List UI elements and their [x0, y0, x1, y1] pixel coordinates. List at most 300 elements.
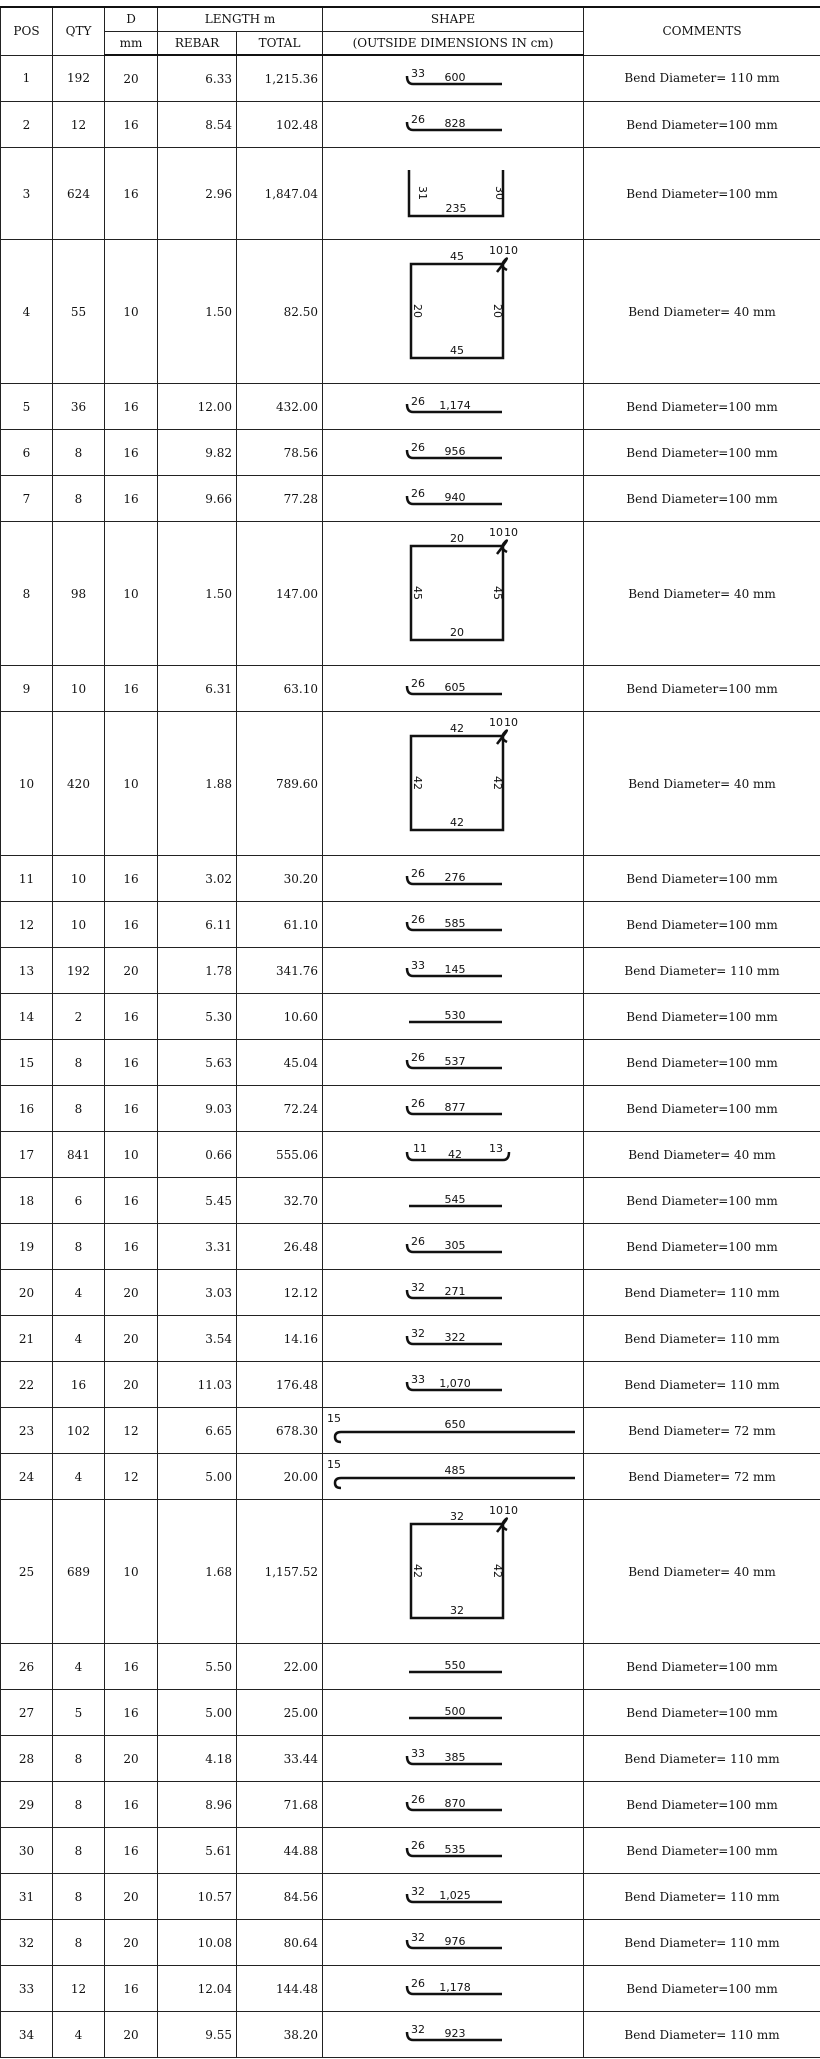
- qty-cell: 98: [53, 522, 105, 666]
- bottom-length-label: 45: [450, 344, 465, 357]
- shape-cell: [323, 102, 584, 148]
- comment-cell: Bend Diameter= 40 mm: [584, 1132, 820, 1178]
- qty-cell: 4: [53, 1316, 105, 1362]
- comment-cell: Bend Diameter= 110 mm: [584, 948, 820, 994]
- diameter-cell: 16: [105, 102, 158, 148]
- total-length-cell: 20.00: [237, 1454, 323, 1500]
- bar-length-label: 605: [444, 681, 466, 694]
- header-diameter-unit: mm: [105, 31, 158, 55]
- shape-cell: [323, 1178, 584, 1224]
- pos-cell: 2: [1, 102, 53, 148]
- hook-length-label: 33: [411, 1373, 426, 1386]
- hook-length-label: 32: [411, 2023, 426, 2036]
- pos-cell: 10: [1, 712, 53, 856]
- hook-length-label: 26: [411, 677, 426, 690]
- comment-cell: Bend Diameter=100 mm: [584, 1178, 820, 1224]
- pos-cell: 3: [1, 148, 53, 240]
- rebar-length-cell: 5.61: [158, 1828, 237, 1874]
- hook-length-label: 26: [411, 1793, 426, 1806]
- bar-length-label: 271: [444, 1285, 466, 1298]
- qty-cell: 689: [53, 1500, 105, 1644]
- bar-shape-drawing: [327, 148, 587, 239]
- bar-shape-drawing: [327, 1874, 587, 1919]
- table-row: [1, 1316, 820, 1362]
- bar-length-label: 276: [444, 871, 466, 884]
- comment-cell: Bend Diameter=100 mm: [584, 1040, 820, 1086]
- hook-length-label-1: 10: [489, 244, 504, 257]
- bar-shape-drawing: [327, 994, 587, 1039]
- diameter-cell: 20: [105, 55, 158, 102]
- header-length: LENGTH m: [158, 7, 323, 31]
- table-row: [1, 1782, 820, 1828]
- header-total: TOTAL: [237, 31, 323, 55]
- table-row: [1, 1920, 820, 1966]
- left-length-label: 20: [411, 304, 425, 318]
- right-length-label: 42: [491, 1564, 505, 1578]
- hook-length-label: 26: [411, 913, 426, 926]
- rebar-length-cell: 6.11: [158, 902, 237, 948]
- table-row: [1, 384, 820, 430]
- qty-cell: 4: [53, 1270, 105, 1316]
- shape-cell: [323, 1132, 584, 1178]
- hook-length-label-2: 10: [504, 716, 519, 729]
- comment-cell: Bend Diameter=100 mm: [584, 1224, 820, 1270]
- hook-right-label: 13: [489, 1142, 504, 1155]
- hook-length-label-2: 10: [504, 244, 519, 257]
- bar-shape-drawing: [327, 1270, 587, 1315]
- bar-shape-drawing: [327, 666, 587, 711]
- diameter-cell: 20: [105, 948, 158, 994]
- total-length-cell: 78.56: [237, 430, 323, 476]
- pos-cell: 8: [1, 522, 53, 666]
- rebar-length-cell: 2.96: [158, 148, 237, 240]
- hook-length-label: 15: [327, 1412, 342, 1425]
- shape-cell: [323, 1362, 584, 1408]
- diameter-cell: 16: [105, 384, 158, 430]
- total-length-cell: 10.60: [237, 994, 323, 1040]
- rebar-length-cell: 4.18: [158, 1736, 237, 1782]
- qty-cell: 624: [53, 148, 105, 240]
- comment-cell: Bend Diameter= 72 mm: [584, 1408, 820, 1454]
- total-length-cell: 45.04: [237, 1040, 323, 1086]
- qty-cell: 10: [53, 902, 105, 948]
- diameter-cell: 12: [105, 1454, 158, 1500]
- qty-cell: 55: [53, 240, 105, 384]
- pos-cell: 17: [1, 1132, 53, 1178]
- shape-cell: [323, 1828, 584, 1874]
- rebar-length-cell: 1.50: [158, 522, 237, 666]
- total-length-cell: 147.00: [237, 522, 323, 666]
- bar-shape-drawing: [327, 102, 587, 147]
- total-length-cell: 22.00: [237, 1644, 323, 1690]
- total-length-cell: 32.70: [237, 1178, 323, 1224]
- pos-cell: 11: [1, 856, 53, 902]
- table-row: [1, 666, 820, 712]
- shape-cell: [323, 1454, 584, 1500]
- table-row: [1, 1178, 820, 1224]
- rebar-length-cell: 12.04: [158, 1966, 237, 2012]
- comment-cell: Bend Diameter=100 mm: [584, 856, 820, 902]
- table-row: [1, 2012, 820, 2058]
- bar-length-label: 870: [444, 1797, 466, 1810]
- rebar-length-cell: 6.65: [158, 1408, 237, 1454]
- diameter-cell: 20: [105, 1316, 158, 1362]
- bar-shape-drawing: [327, 1920, 587, 1965]
- table-row: [1, 148, 820, 240]
- diameter-cell: 20: [105, 1736, 158, 1782]
- total-length-cell: 38.20: [237, 2012, 323, 2058]
- rebar-length-cell: 3.02: [158, 856, 237, 902]
- hook-length-label: 33: [411, 959, 426, 972]
- diameter-cell: 16: [105, 1644, 158, 1690]
- comment-cell: Bend Diameter= 110 mm: [584, 1270, 820, 1316]
- top-length-label: 42: [450, 722, 465, 735]
- bar-length-label: 976: [444, 1935, 466, 1948]
- pos-cell: 29: [1, 1782, 53, 1828]
- bar-shape-drawing: [327, 1966, 587, 2011]
- pos-cell: 26: [1, 1644, 53, 1690]
- total-length-cell: 77.28: [237, 476, 323, 522]
- hook-length-label-2: 10: [504, 1504, 519, 1517]
- shape-cell: [323, 948, 584, 994]
- pos-cell: 19: [1, 1224, 53, 1270]
- bar-length-label: 550: [444, 1659, 466, 1672]
- pos-cell: 27: [1, 1690, 53, 1736]
- shape-cell: [323, 1086, 584, 1132]
- shape-cell: [323, 430, 584, 476]
- diameter-cell: 16: [105, 1224, 158, 1270]
- comment-cell: Bend Diameter= 72 mm: [584, 1454, 820, 1500]
- bar-shape-drawing: [327, 1316, 587, 1361]
- shape-cell: [323, 476, 584, 522]
- diameter-cell: 16: [105, 1040, 158, 1086]
- table-row: [1, 1874, 820, 1920]
- qty-cell: 8: [53, 476, 105, 522]
- diameter-cell: 16: [105, 476, 158, 522]
- comment-cell: Bend Diameter=100 mm: [584, 902, 820, 948]
- total-length-cell: 26.48: [237, 1224, 323, 1270]
- long-hooked-bar-shape: [335, 1432, 575, 1442]
- qty-cell: 12: [53, 1966, 105, 2012]
- rebar-length-cell: 9.66: [158, 476, 237, 522]
- qty-cell: 10: [53, 666, 105, 712]
- comment-cell: Bend Diameter= 110 mm: [584, 1920, 820, 1966]
- bar-shape-drawing: [327, 1828, 587, 1873]
- bar-length-label: 42: [448, 1148, 463, 1161]
- right-length-label: 20: [491, 304, 505, 318]
- table-row: [1, 1224, 820, 1270]
- qty-cell: 8: [53, 1040, 105, 1086]
- comment-cell: Bend Diameter= 40 mm: [584, 522, 820, 666]
- shape-cell: [323, 994, 584, 1040]
- pos-cell: 24: [1, 1454, 53, 1500]
- rebar-length-cell: 5.50: [158, 1644, 237, 1690]
- table-row: [1, 994, 820, 1040]
- comment-cell: Bend Diameter=100 mm: [584, 384, 820, 430]
- diameter-cell: 10: [105, 522, 158, 666]
- diameter-cell: 20: [105, 1874, 158, 1920]
- bar-length-label: 1,070: [439, 1377, 471, 1390]
- table-row: [1, 1086, 820, 1132]
- total-length-cell: 84.56: [237, 1874, 323, 1920]
- comment-cell: Bend Diameter= 110 mm: [584, 1362, 820, 1408]
- shape-cell: [323, 1040, 584, 1086]
- bar-length-label: 535: [444, 1843, 466, 1856]
- bar-length-label: 650: [444, 1418, 466, 1431]
- hook-length-label: 26: [411, 487, 426, 500]
- table-row: [1, 1500, 820, 1644]
- rebar-length-cell: 3.31: [158, 1224, 237, 1270]
- comment-cell: Bend Diameter=100 mm: [584, 1086, 820, 1132]
- pos-cell: 13: [1, 948, 53, 994]
- shape-cell: [323, 902, 584, 948]
- left-length-label: 42: [411, 776, 425, 790]
- bar-length-label: 828: [444, 117, 466, 130]
- qty-cell: 4: [53, 1454, 105, 1500]
- rebar-length-cell: 5.45: [158, 1178, 237, 1224]
- table-row: [1, 102, 820, 148]
- bar-length-label: 1,025: [439, 1889, 471, 1902]
- hook-length-label: 15: [327, 1458, 342, 1471]
- total-length-cell: 25.00: [237, 1690, 323, 1736]
- comment-cell: Bend Diameter= 40 mm: [584, 712, 820, 856]
- hook-length-label: 32: [411, 1931, 426, 1944]
- bar-shape-drawing: [327, 1132, 587, 1177]
- bar-shape-drawing: [327, 856, 587, 901]
- bottom-length-label: 235: [445, 202, 467, 215]
- total-length-cell: 33.44: [237, 1736, 323, 1782]
- shape-cell: [323, 1966, 584, 2012]
- bar-length-label: 322: [444, 1331, 466, 1344]
- total-length-cell: 44.88: [237, 1828, 323, 1874]
- table-row: [1, 430, 820, 476]
- shape-cell: [323, 1874, 584, 1920]
- qty-cell: 8: [53, 1874, 105, 1920]
- shape-cell: [323, 148, 584, 240]
- bar-length-label: 305: [444, 1239, 466, 1252]
- rebar-length-cell: 6.31: [158, 666, 237, 712]
- qty-cell: 16: [53, 1362, 105, 1408]
- comment-cell: Bend Diameter=100 mm: [584, 102, 820, 148]
- total-length-cell: 80.64: [237, 1920, 323, 1966]
- bar-length-label: 1,174: [439, 399, 471, 412]
- qty-cell: 192: [53, 948, 105, 994]
- table-row: [1, 55, 820, 102]
- bar-length-label: 877: [444, 1101, 466, 1114]
- pos-cell: 28: [1, 1736, 53, 1782]
- table-row: [1, 1454, 820, 1500]
- comment-cell: Bend Diameter=100 mm: [584, 1644, 820, 1690]
- comment-cell: Bend Diameter= 40 mm: [584, 1500, 820, 1644]
- comment-cell: Bend Diameter= 110 mm: [584, 1316, 820, 1362]
- total-length-cell: 678.30: [237, 1408, 323, 1454]
- right-length-label: 42: [491, 776, 505, 790]
- bar-shape-drawing: [327, 2012, 587, 2057]
- shape-cell: [323, 1408, 584, 1454]
- comment-cell: Bend Diameter=100 mm: [584, 1690, 820, 1736]
- total-length-cell: 82.50: [237, 240, 323, 384]
- pos-cell: 25: [1, 1500, 53, 1644]
- rebar-length-cell: 1.88: [158, 712, 237, 856]
- rebar-length-cell: 10.57: [158, 1874, 237, 1920]
- header-comments: COMMENTS: [584, 7, 820, 55]
- rebar-length-cell: 12.00: [158, 384, 237, 430]
- qty-cell: 192: [53, 55, 105, 102]
- bar-shape-drawing: [327, 1408, 587, 1453]
- diameter-cell: 10: [105, 712, 158, 856]
- rebar-length-cell: 9.82: [158, 430, 237, 476]
- table-row: [1, 1690, 820, 1736]
- total-length-cell: 12.12: [237, 1270, 323, 1316]
- diameter-cell: 16: [105, 1782, 158, 1828]
- pos-cell: 6: [1, 430, 53, 476]
- shape-cell: [323, 1500, 584, 1644]
- diameter-cell: 16: [105, 856, 158, 902]
- header-pos: POS: [1, 7, 53, 55]
- diameter-cell: 16: [105, 1690, 158, 1736]
- total-length-cell: 1,847.04: [237, 148, 323, 240]
- header-shape-sub: (OUTSIDE DIMENSIONS IN cm): [323, 31, 584, 55]
- pos-cell: 21: [1, 1316, 53, 1362]
- rebar-length-cell: 3.03: [158, 1270, 237, 1316]
- rebar-length-cell: 5.00: [158, 1690, 237, 1736]
- table-row: [1, 1408, 820, 1454]
- total-length-cell: 1,157.52: [237, 1500, 323, 1644]
- bar-length-label: 485: [444, 1464, 466, 1477]
- total-length-cell: 71.68: [237, 1782, 323, 1828]
- total-length-cell: 176.48: [237, 1362, 323, 1408]
- total-length-cell: 61.10: [237, 902, 323, 948]
- header-diameter: D: [105, 7, 158, 31]
- pos-cell: 23: [1, 1408, 53, 1454]
- hook-length-label-1: 10: [489, 526, 504, 539]
- rebar-length-cell: 11.03: [158, 1362, 237, 1408]
- bar-length-label: 923: [444, 2027, 466, 2040]
- qty-cell: 841: [53, 1132, 105, 1178]
- diameter-cell: 20: [105, 2012, 158, 2058]
- bar-shape-drawing: [327, 1690, 587, 1735]
- qty-cell: 10: [53, 856, 105, 902]
- diameter-cell: 10: [105, 1500, 158, 1644]
- hook-length-label: 26: [411, 1097, 426, 1110]
- table-row: [1, 1736, 820, 1782]
- bar-length-label: 537: [444, 1055, 466, 1068]
- table-row: [1, 522, 820, 666]
- pos-cell: 15: [1, 1040, 53, 1086]
- shape-cell: [323, 856, 584, 902]
- table-row: [1, 240, 820, 384]
- bar-shape-drawing: [327, 1086, 587, 1131]
- total-length-cell: 63.10: [237, 666, 323, 712]
- bar-length-label: 385: [444, 1751, 466, 1764]
- bar-shape-drawing: [327, 384, 587, 429]
- qty-cell: 8: [53, 430, 105, 476]
- hook-length-label: 26: [411, 441, 426, 454]
- pos-cell: 20: [1, 1270, 53, 1316]
- hook-length-label-1: 10: [489, 716, 504, 729]
- shape-cell: [323, 55, 584, 102]
- bar-shape-drawing: [327, 1362, 587, 1407]
- comment-cell: Bend Diameter= 110 mm: [584, 55, 820, 102]
- rebar-length-cell: 0.66: [158, 1132, 237, 1178]
- bar-shape-drawing: [327, 712, 587, 855]
- qty-cell: 8: [53, 1782, 105, 1828]
- bar-shape-drawing: [327, 430, 587, 475]
- bar-shape-drawing: [327, 1736, 587, 1781]
- hook-length-label: 26: [411, 1235, 426, 1248]
- hook-length-label: 32: [411, 1327, 426, 1340]
- table-row: [1, 1966, 820, 2012]
- shape-cell: [323, 384, 584, 430]
- rebar-length-cell: 5.00: [158, 1454, 237, 1500]
- rebar-length-cell: 5.30: [158, 994, 237, 1040]
- header-qty: QTY: [53, 7, 105, 55]
- pos-cell: 4: [1, 240, 53, 384]
- total-length-cell: 14.16: [237, 1316, 323, 1362]
- comment-cell: Bend Diameter=100 mm: [584, 994, 820, 1040]
- rebar-length-cell: 1.50: [158, 240, 237, 384]
- bar-shape-drawing: [327, 240, 587, 383]
- bar-length-label: 585: [444, 917, 466, 930]
- bar-length-label: 545: [444, 1193, 466, 1206]
- left-length-label: 42: [411, 1564, 425, 1578]
- rebar-length-cell: 6.33: [158, 55, 237, 102]
- qty-cell: 8: [53, 1828, 105, 1874]
- diameter-cell: 20: [105, 1362, 158, 1408]
- shape-cell: [323, 1920, 584, 1966]
- rebar-length-cell: 9.03: [158, 1086, 237, 1132]
- qty-cell: 4: [53, 2012, 105, 2058]
- bar-shape-drawing: [327, 902, 587, 947]
- qty-cell: 4: [53, 1644, 105, 1690]
- shape-cell: [323, 1782, 584, 1828]
- shape-cell: [323, 1644, 584, 1690]
- table-row: [1, 948, 820, 994]
- comment-cell: Bend Diameter=100 mm: [584, 666, 820, 712]
- total-length-cell: 1,215.36: [237, 55, 323, 102]
- bar-length-label: 600: [444, 71, 466, 84]
- diameter-cell: 20: [105, 1920, 158, 1966]
- diameter-cell: 16: [105, 902, 158, 948]
- table-row: [1, 1828, 820, 1874]
- shape-cell: [323, 1736, 584, 1782]
- diameter-cell: 16: [105, 1966, 158, 2012]
- pos-cell: 5: [1, 384, 53, 430]
- hook-length-label: 33: [411, 1747, 426, 1760]
- rebar-length-cell: 3.54: [158, 1316, 237, 1362]
- hook-length-label: 26: [411, 1839, 426, 1852]
- header-rebar: REBAR: [158, 31, 237, 55]
- bar-length-label: 940: [444, 491, 466, 504]
- bar-length-label: 1,178: [439, 1981, 471, 1994]
- table-row: [1, 476, 820, 522]
- bar-shape-drawing: [327, 948, 587, 993]
- qty-cell: 2: [53, 994, 105, 1040]
- table-row: [1, 1040, 820, 1086]
- total-length-cell: 789.60: [237, 712, 323, 856]
- shape-cell: [323, 1316, 584, 1362]
- pos-cell: 7: [1, 476, 53, 522]
- hook-length-label: 32: [411, 1885, 426, 1898]
- comment-cell: Bend Diameter=100 mm: [584, 1828, 820, 1874]
- comment-cell: Bend Diameter=100 mm: [584, 148, 820, 240]
- hook-length-label-2: 10: [504, 526, 519, 539]
- long-hooked-bar-shape: [335, 1478, 575, 1488]
- table-row: [1, 1362, 820, 1408]
- pos-cell: 34: [1, 2012, 53, 2058]
- comment-cell: Bend Diameter= 110 mm: [584, 2012, 820, 2058]
- rebar-length-cell: 10.08: [158, 1920, 237, 1966]
